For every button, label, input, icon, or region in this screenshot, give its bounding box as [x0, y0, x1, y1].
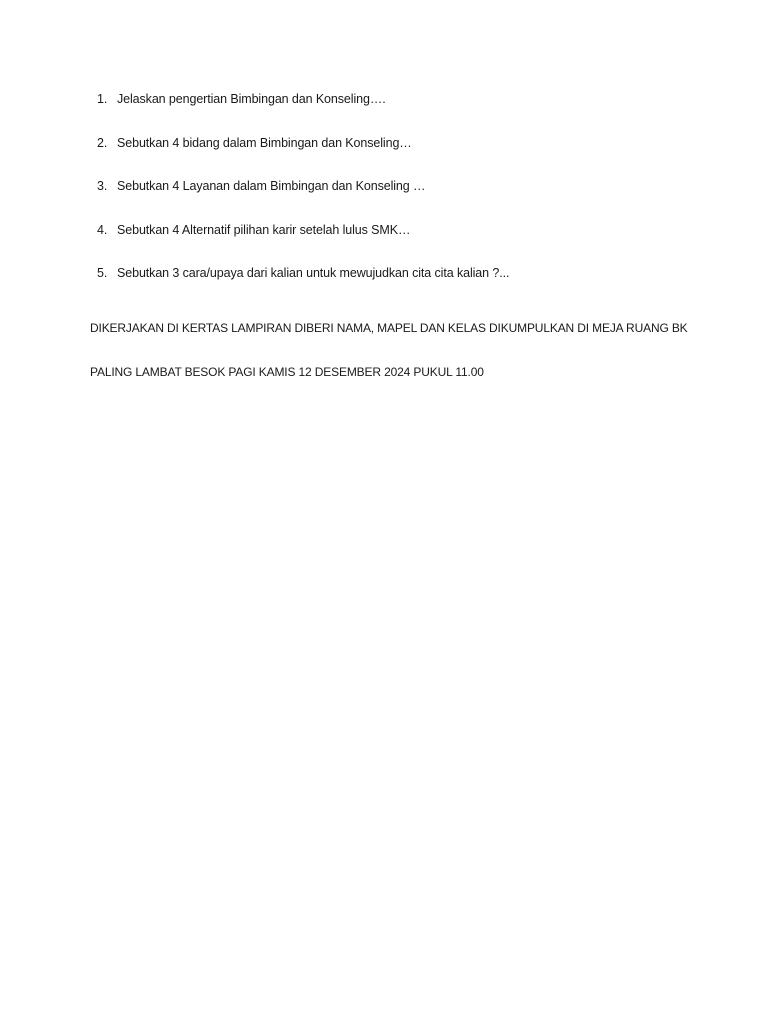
question-text: Sebutkan 4 Layanan dalam Bimbingan dan Konseling …: [117, 179, 426, 193]
question-item-2: [90, 136, 730, 180]
question-item-1: [90, 92, 730, 136]
question-text: Sebutkan 4 Alternatif pilihan karir setelah lulus SMK…: [117, 222, 411, 237]
question-number: 2.: [97, 135, 108, 150]
question-item-4: [90, 223, 730, 267]
question-item-5: [90, 266, 730, 310]
submission-instruction: DIKERJAKAN DI KERTAS LAMPIRAN DIBERI NAMA, MAPEL DAN KELAS DIKUMPULKAN DI MEJA RUANG BK: [90, 321, 688, 335]
question-text: Sebutkan 4 bidang dalam Bimbingan dan Konseling…: [117, 135, 412, 150]
question-text: Jelaskan pengertian Bimbingan dan Konseling….: [117, 92, 386, 106]
question-list: [90, 92, 730, 310]
question-text: Sebutkan 3 cara/upaya dari kalian untuk mewujudkan cita cita kalian ?...: [117, 266, 510, 280]
question-number: 4.: [97, 222, 108, 237]
question-number: 3.: [97, 179, 108, 193]
question-number: 5.: [97, 266, 108, 280]
deadline-instruction: PALING LAMBAT BESOK PAGI KAMIS 12 DESEMBER 2024 PUKUL 11.00: [90, 365, 484, 379]
question-number: 1.: [97, 92, 108, 106]
question-item-3: [90, 179, 730, 223]
